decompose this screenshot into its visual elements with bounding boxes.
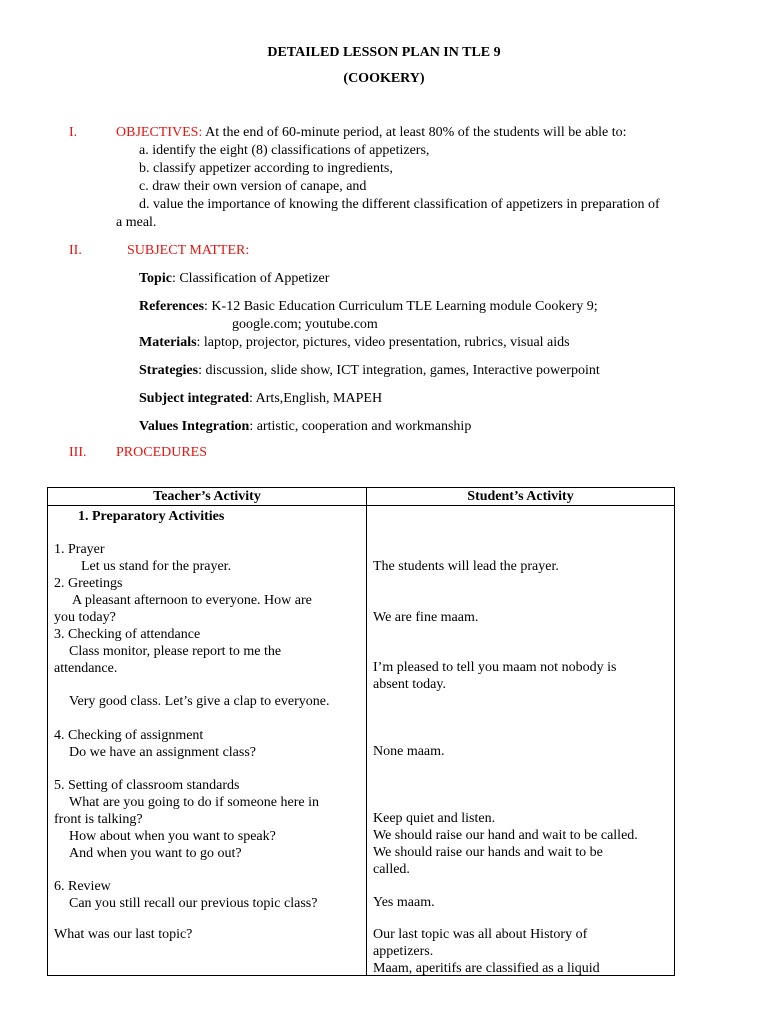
objective-item-d-continuation: a meal.	[116, 215, 157, 230]
objective-item-d: d. value the importance of knowing the different classification of appetizers in preparation of	[139, 197, 660, 212]
subject-matter-label: SUBJECT MATTER:	[127, 243, 250, 258]
subject-integrated-line	[139, 390, 382, 407]
teacher-line: 3. Checking of attendance	[54, 627, 201, 642]
student-line: Maam, aperitifs are classified as a liquid	[373, 961, 600, 976]
student-line: We should raise our hands and wait to be	[373, 845, 603, 860]
objectives-label: OBJECTIVES:	[116, 125, 203, 140]
teacher-line: attendance.	[54, 661, 118, 676]
student-line: Our last topic was all about History of	[373, 927, 588, 942]
teacher-line: 6. Review	[54, 879, 111, 894]
teacher-line: you today?	[54, 610, 116, 625]
student-line: appetizers.	[373, 944, 434, 959]
references-value: : K-12 Basic Education Curriculum TLE Learning module Cookery 9;	[204, 299, 598, 314]
student-line: We should raise our hand and wait to be called.	[373, 828, 638, 843]
objectives-numeral: I.	[69, 125, 78, 140]
values-integration-line	[139, 418, 471, 435]
strategies-line	[139, 362, 600, 379]
strategies-label: Strategies	[139, 363, 199, 378]
teacher-line: Class monitor, please report to me the	[69, 644, 282, 659]
procedures-table	[47, 487, 675, 976]
teacher-line: Let us stand for the prayer.	[81, 559, 232, 574]
table-row	[48, 506, 675, 976]
procedures-numeral: III.	[69, 445, 87, 460]
student-line: I’m pleased to tell you maam not nobody is	[373, 660, 617, 675]
materials-value: : laptop, projector, pictures, video presentation, rubrics, visual aids	[196, 335, 570, 350]
subject-integrated-label: Subject integrated	[139, 391, 250, 406]
subject-matter-numeral: II.	[69, 243, 82, 258]
references-continuation: google.com; youtube.com	[232, 317, 378, 332]
objectives-intro: At the end of 60-minute period, at least 80% of the students will be able to:	[205, 125, 627, 140]
teacher-line: How about when you want to speak?	[69, 829, 276, 844]
topic-line	[139, 270, 329, 287]
student-line: called.	[373, 862, 410, 877]
procedures-label: PROCEDURES	[116, 445, 208, 460]
objectives-line	[116, 124, 627, 141]
table-header-row	[48, 488, 675, 506]
student-line: None maam.	[373, 744, 445, 759]
teacher-line: Very good class. Let’s give a clap to everyone.	[69, 694, 330, 709]
teacher-line: front is talking?	[54, 812, 143, 827]
document-title: DETAILED LESSON PLAN IN TLE 9	[267, 45, 501, 60]
student-activity-cell	[367, 506, 675, 976]
topic-label: Topic	[139, 271, 172, 286]
teacher-line: 2. Greetings	[54, 576, 123, 591]
subject-integrated-value: : Arts,English, MAPEH	[249, 391, 383, 406]
objective-item-b: b. classify appetizer according to ingredients,	[139, 161, 393, 176]
teacher-line: And when you want to go out?	[69, 846, 242, 861]
document-subtitle: (COOKERY)	[343, 71, 425, 86]
student-line: absent today.	[373, 677, 446, 692]
teacher-line: Can you still recall our previous topic class?	[69, 896, 318, 911]
teacher-line: 4. Checking of assignment	[54, 728, 204, 743]
teacher-activity-cell	[48, 506, 367, 976]
teacher-line: 5. Setting of classroom standards	[54, 778, 240, 793]
teacher-activity-header: Teacher’s Activity	[48, 488, 367, 506]
values-integration-value: : artistic, cooperation and workmanship	[249, 419, 472, 434]
teacher-line: What are you going to do if someone here in	[69, 795, 319, 810]
student-line: The students will lead the prayer.	[373, 559, 559, 574]
topic-value: : Classification of Appetizer	[171, 271, 330, 286]
materials-label: Materials	[139, 335, 197, 350]
values-integration-label: Values Integration	[139, 419, 250, 434]
teacher-line: 1. Prayer	[54, 542, 105, 557]
student-line: Yes maam.	[373, 895, 435, 910]
objective-item-a: a. identify the eight (8) classifications of appetizers,	[139, 143, 430, 158]
student-line: We are fine maam.	[373, 610, 479, 625]
teacher-line: What was our last topic?	[54, 927, 193, 942]
student-activity-header: Student’s Activity	[367, 488, 675, 506]
materials-line	[139, 334, 570, 351]
objective-item-c: c. draw their own version of canape, and	[139, 179, 367, 194]
preparatory-activities-heading: 1. Preparatory Activities	[78, 509, 225, 524]
references-label: References	[139, 299, 205, 314]
teacher-line: Do we have an assignment class?	[69, 745, 256, 760]
references-line	[139, 298, 598, 315]
strategies-value: : discussion, slide show, ICT integration, games, Interactive powerpoint	[198, 363, 600, 378]
student-line: Keep quiet and listen.	[373, 811, 496, 826]
teacher-line: A pleasant afternoon to everyone. How are	[72, 593, 312, 608]
